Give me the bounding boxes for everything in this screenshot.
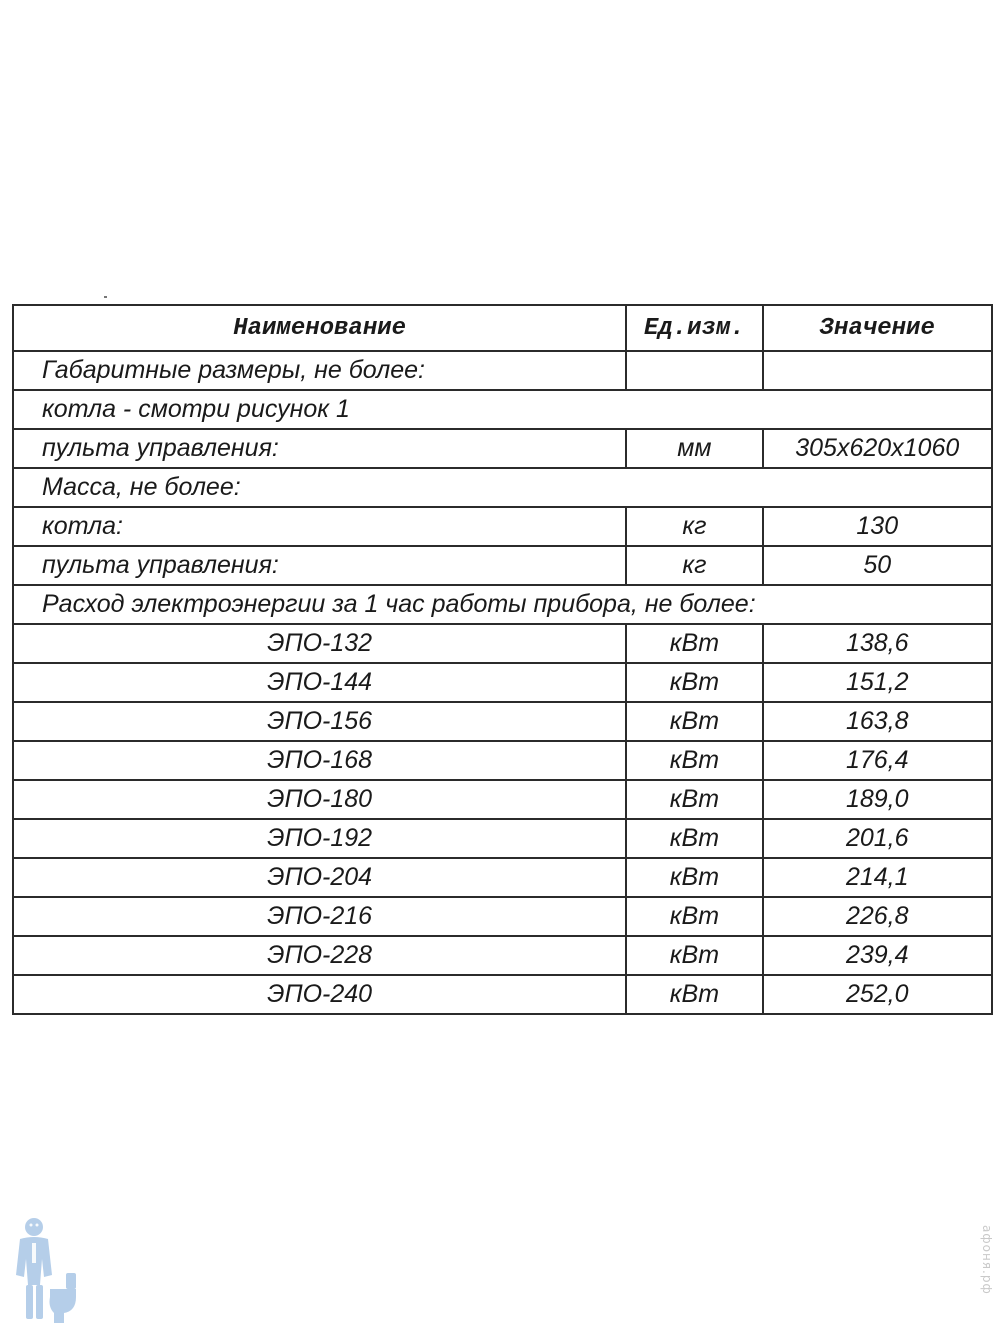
- row-unit: кг: [626, 546, 762, 585]
- row-value: 130: [763, 507, 992, 546]
- row-value: 226,8: [763, 897, 992, 936]
- row-unit: кВт: [626, 858, 762, 897]
- table-row: [13, 897, 992, 936]
- row-unit: кВт: [626, 702, 762, 741]
- table-row: [13, 975, 992, 1014]
- table-row: [13, 780, 992, 819]
- row-unit: кВт: [626, 936, 762, 975]
- row-value: 176,4: [763, 741, 992, 780]
- row-value: 252,0: [763, 975, 992, 1014]
- row-value: 50: [763, 546, 992, 585]
- row-name: Габаритные размеры, не более:: [13, 351, 626, 390]
- row-unit: кВт: [626, 780, 762, 819]
- row-name: ЭПО-180: [13, 780, 626, 819]
- table-row: [13, 546, 992, 585]
- row-name: котла:: [13, 507, 626, 546]
- table-row: [13, 624, 992, 663]
- stray-mark: [104, 296, 107, 298]
- row-unit: [626, 351, 762, 390]
- table-row: [13, 351, 992, 390]
- row-unit: кВт: [626, 897, 762, 936]
- row-value: 239,4: [763, 936, 992, 975]
- row-unit: мм: [626, 429, 762, 468]
- watermark-text: афоня.рф: [980, 1225, 994, 1295]
- table-row: [13, 702, 992, 741]
- row-value: 151,2: [763, 663, 992, 702]
- row-value: 201,6: [763, 819, 992, 858]
- table-row: [13, 507, 992, 546]
- row-unit: кВт: [626, 741, 762, 780]
- table-row: [13, 663, 992, 702]
- row-value: 305x620x1060: [763, 429, 992, 468]
- row-name: Масса, не более:: [13, 468, 992, 507]
- header-unit: Ед.изм.: [626, 305, 762, 351]
- row-name: ЭПО-204: [13, 858, 626, 897]
- header-value: Значение: [763, 305, 992, 351]
- row-name: ЭПО-216: [13, 897, 626, 936]
- plumber-with-toilet-icon: [10, 1215, 80, 1327]
- row-value: 163,8: [763, 702, 992, 741]
- row-name: Расход электроэнергии за 1 час работы прибора, не более:: [13, 585, 992, 624]
- row-name: ЭПО-240: [13, 975, 626, 1014]
- row-name: ЭПО-144: [13, 663, 626, 702]
- table-row: [13, 468, 992, 507]
- row-value: 214,1: [763, 858, 992, 897]
- row-unit: кг: [626, 507, 762, 546]
- row-name: ЭПО-132: [13, 624, 626, 663]
- row-name: ЭПО-192: [13, 819, 626, 858]
- table-header-row: [13, 305, 992, 351]
- row-name: котла - смотри рисунок 1: [13, 390, 992, 429]
- specifications-table: [12, 304, 993, 1015]
- row-value: 138,6: [763, 624, 992, 663]
- row-unit: кВт: [626, 624, 762, 663]
- table-row: [13, 858, 992, 897]
- row-unit: кВт: [626, 975, 762, 1014]
- table-row: [13, 585, 992, 624]
- row-name: пульта управления:: [13, 546, 626, 585]
- row-name: ЭПО-156: [13, 702, 626, 741]
- table-row: [13, 741, 992, 780]
- table-row: [13, 429, 992, 468]
- row-name: ЭПО-168: [13, 741, 626, 780]
- row-value: 189,0: [763, 780, 992, 819]
- table-row: [13, 390, 992, 429]
- table-row: [13, 819, 992, 858]
- row-unit: кВт: [626, 663, 762, 702]
- table-row: [13, 936, 992, 975]
- row-name: ЭПО-228: [13, 936, 626, 975]
- row-unit: кВт: [626, 819, 762, 858]
- row-value: [763, 351, 992, 390]
- header-name: Наименование: [13, 305, 626, 351]
- row-name: пульта управления:: [13, 429, 626, 468]
